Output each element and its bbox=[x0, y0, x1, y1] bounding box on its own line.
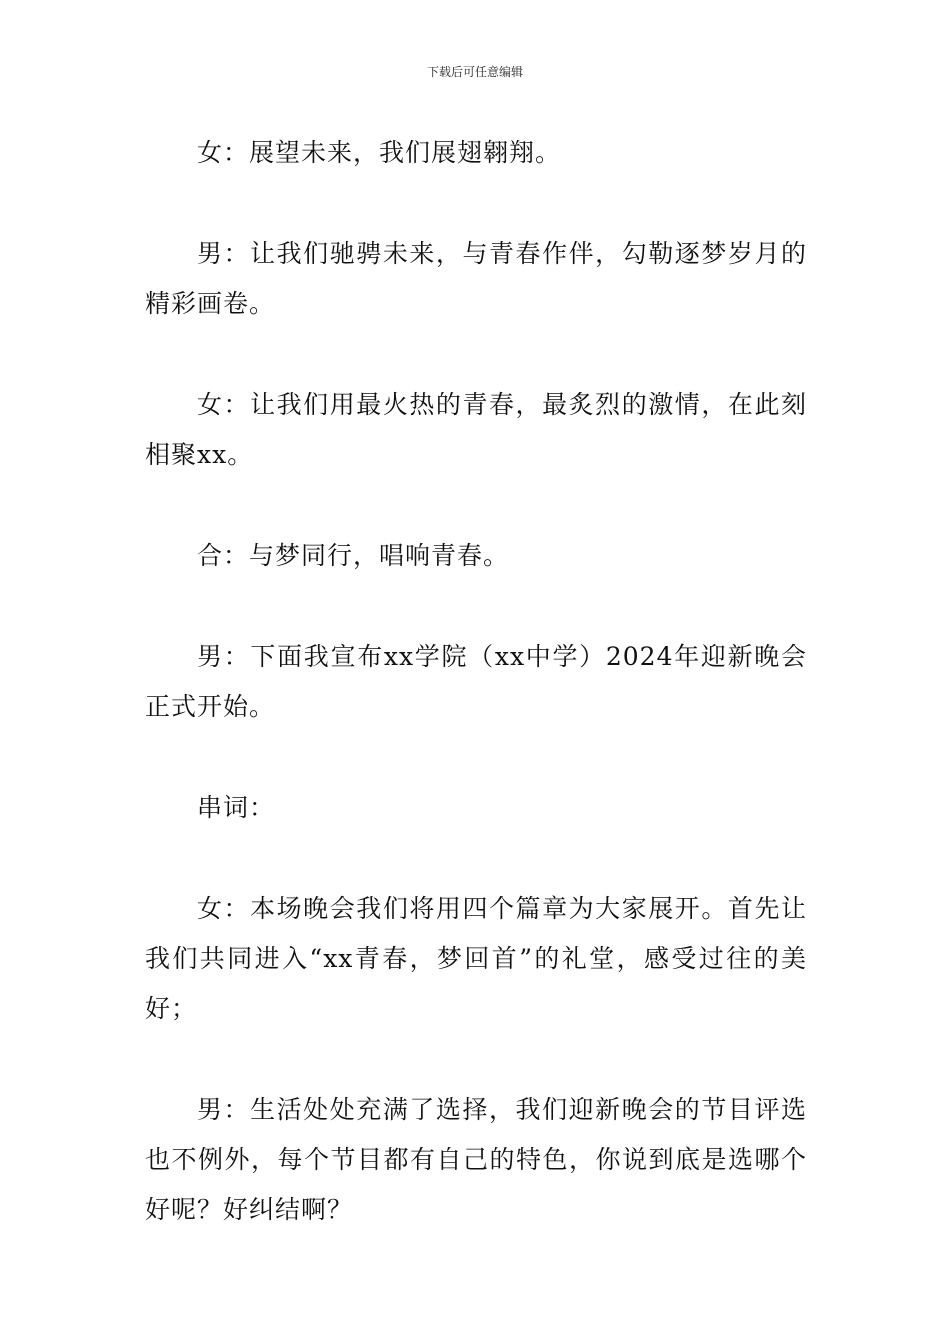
document-body bbox=[145, 128, 807, 1286]
paragraph-5: 男：下面我宣布xx学院（xx中学）2024年迎新晚会正式开始。 bbox=[145, 642, 807, 721]
paragraph-7: 女：本场晚会我们将用四个篇章为大家展开。首先让我们共同进入“xx青春，梦回首”的礼堂，感受过往的美好； bbox=[145, 894, 807, 1023]
page-header: 下载后可任意编辑 bbox=[426, 65, 523, 79]
paragraph-1: 女：展望未来，我们展翅翱翔。 bbox=[197, 138, 562, 167]
paragraph-3: 女：让我们用最火热的青春，最炙烈的激情，在此刻相聚xx。 bbox=[145, 390, 807, 469]
paragraph-4: 合：与梦同行，唱响青春。 bbox=[197, 541, 510, 570]
paragraph-8: 男：生活处处充满了选择，我们迎新晚会的节目评选也不例外，每个节目都有自己的特色，你说到底是选哪个好呢？好纠结啊？ bbox=[145, 1095, 807, 1224]
paragraph-2: 男：让我们驰骋未来，与青春作伴，勾勒逐梦岁月的精彩画卷。 bbox=[145, 239, 807, 318]
paragraph-6: 串词： bbox=[197, 793, 276, 822]
